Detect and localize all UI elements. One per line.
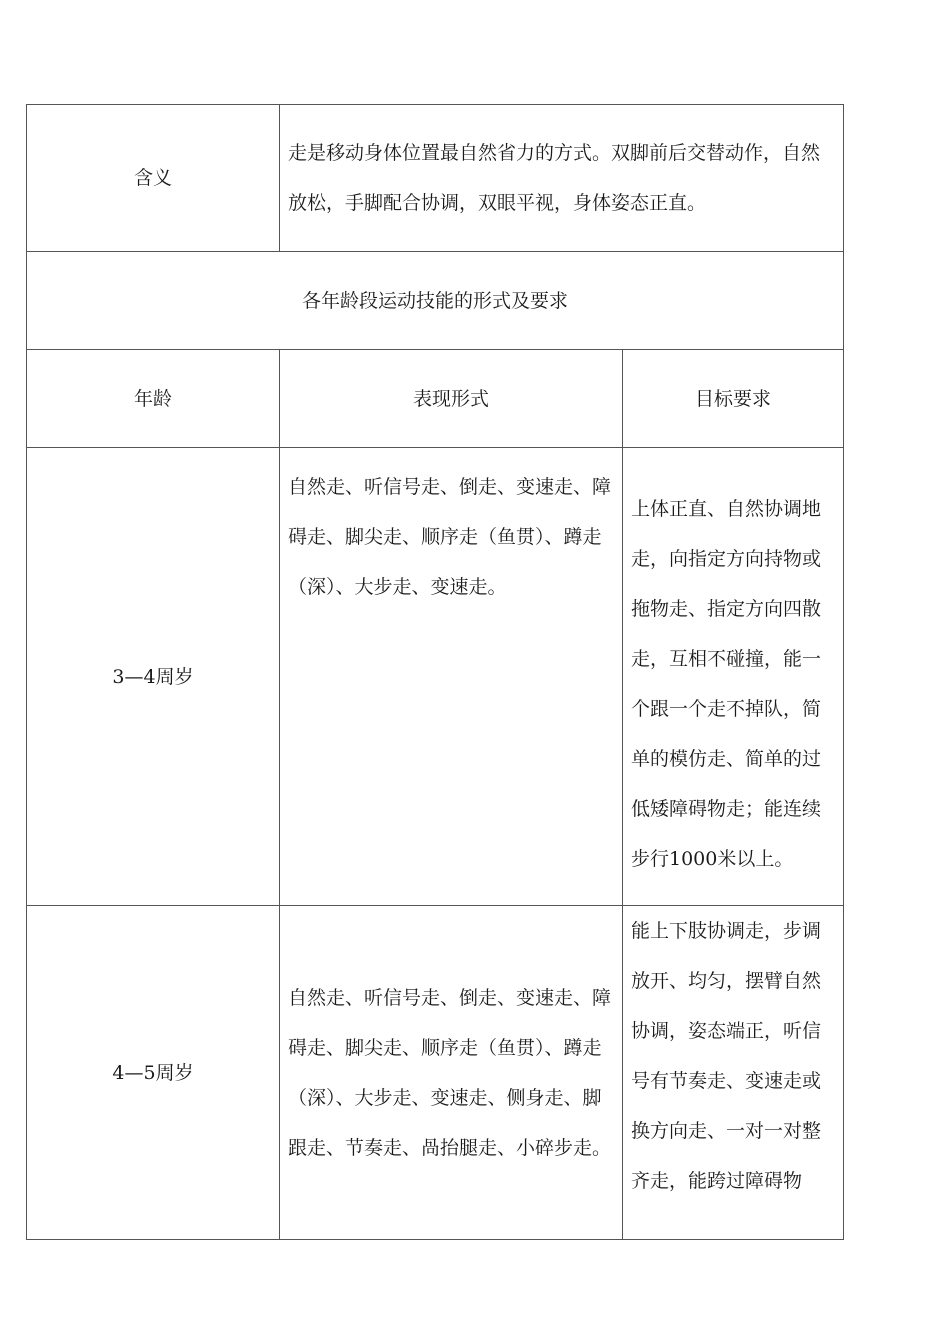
section-title-row [27,252,844,350]
goal-cell: 能上下肢协调走，步调放开、均匀，摆臂自然协调，姿态端正，听信号有节奏走、变速走或换方向走、一对一对整齐走，能跨过障碍物 [623,906,844,1240]
definition-row [27,105,844,252]
header-goal: 目标要求 [623,350,844,448]
goal-cell: 上体正直、自然协调地走，向指定方向持物或拖物走、指定方向四散走，互相不碰撞，能一个跟一个走不掉队，简单的模仿走、简单的过低矮障碍物走；能连续步行1000米以上。 [623,448,844,906]
definition-label: 含义 [27,105,280,252]
header-row [27,350,844,448]
header-age: 年龄 [27,350,280,448]
walking-skills-table [26,104,844,1240]
table-row [27,906,844,1240]
header-form: 表现形式 [280,350,623,448]
age-cell: 4—5周岁 [27,906,280,1240]
form-cell: 自然走、听信号走、倒走、变速走、障碍走、脚尖走、顺序走（鱼贯）、蹲走（深）、大步走、变速走、侧身走、脚跟走、节奏走、咼抬腿走、小碎步走。 [280,906,623,1240]
age-cell: 3—4周岁 [27,448,280,906]
definition-text: 走是移动身体位置最自然省力的方式。双脚前后交替动作，自然放松，手脚配合协调，双眼平视，身体姿态正直。 [280,105,844,252]
section-title: 各年龄段运动技能的形式及要求 [27,252,844,350]
table-row [27,448,844,906]
form-cell: 自然走、听信号走、倒走、变速走、障碍走、脚尖走、顺序走（鱼贯）、蹲走（深）、大步走、变速走。 [280,448,623,906]
